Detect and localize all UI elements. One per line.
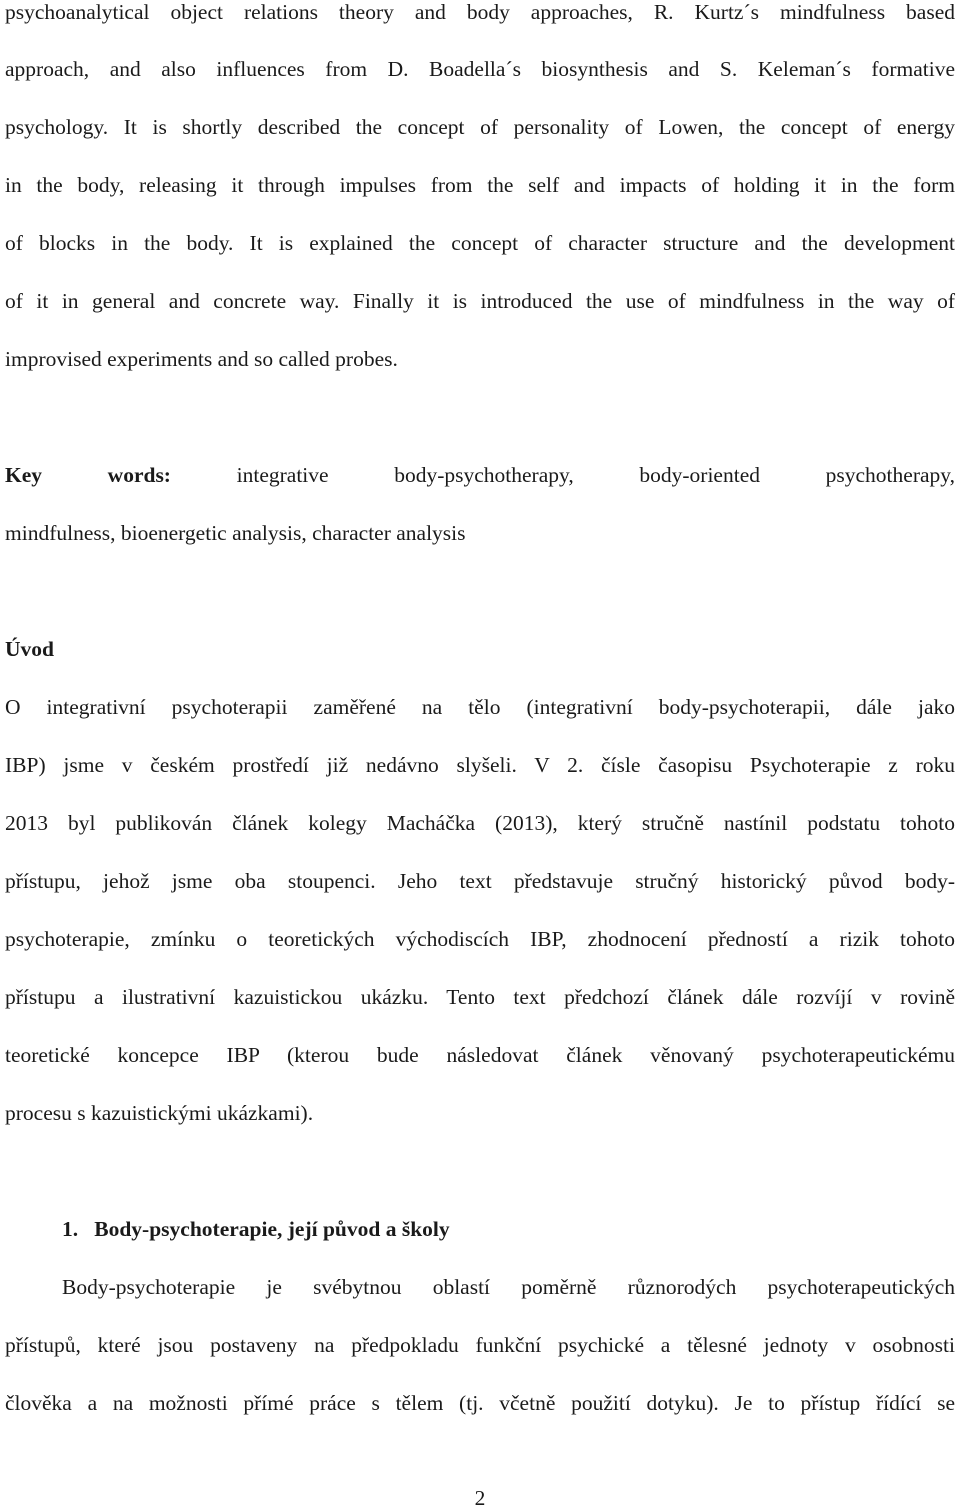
abstract-line: psychoanalytical object relations theory and body approaches, R. Kurtz´s mindfulness based [5,0,955,24]
intro-line: IBP) jsme v českém prostředí již nedávno slyšeli. V 2. čísle časopisu Psychoterapie z roku [5,753,955,777]
intro-line: O integrativní psychoterapii zaměřené na tělo (integrativní body-psychoterapii, dále jako [5,695,955,719]
abstract-line: approach, and also influences from D. Boadella´s biosynthesis and S. Keleman´s formative [5,57,955,81]
keywords-line [5,463,955,487]
abstract-line: of it in general and concrete way. Finally it is introduced the use of mindfulness in the way of [5,289,955,313]
keywords-label: Key words: [5,463,171,487]
intro-line: procesu s kazuistickými ukázkami). [5,1101,314,1125]
intro-heading: Úvod [5,637,54,661]
section1-line: přístupů, které jsou postaveny na předpokladu funkční psychické a tělesné jednoty v osobnosti [5,1333,955,1357]
abstract-line: psychology. It is shortly described the concept of personality of Lowen, the concept of energy [5,115,955,139]
section1-line: Body-psychoterapie je svébytnou oblastí poměrně různorodých psychoterapeutických [62,1275,955,1299]
section-heading: 1. Body-psychoterapie, její původ a školy [62,1217,450,1241]
section1-line: člověka a na možnosti přímé práce s tělem (tj. včetně použití dotyku). Je to přístup řídící se [5,1391,955,1415]
keywords-text: integrative body-psychotherapy, body-oriented psychotherapy, [236,463,955,487]
intro-line: teoretické koncepce IBP (kterou bude následovat článek věnovaný psychoterapeutickému [5,1043,955,1067]
intro-line: psychoterapie, zmínku o teoretických východiscích IBP, zhodnocení předností a rizik tohoto [5,927,955,951]
intro-line: přístupu, jehož jsme oba stoupenci. Jeho text představuje stručný historický původ body- [5,869,955,893]
page-number: 2 [474,1486,486,1510]
abstract-line: in the body, releasing it through impulses from the self and impacts of holding it in the form [5,173,955,197]
intro-line: přístupu a ilustrativní kazuistickou ukázku. Tento text předchozí článek dále rozvíjí v rovině [5,985,955,1009]
abstract-line: of blocks in the body. It is explained the concept of character structure and the development [5,231,955,255]
keywords-line: mindfulness, bioenergetic analysis, character analysis [5,521,466,545]
intro-line: 2013 byl publikován článek kolegy Macháčka (2013), který stručně nastínil podstatu tohoto [5,811,955,835]
abstract-line: improvised experiments and so called probes. [5,347,398,371]
